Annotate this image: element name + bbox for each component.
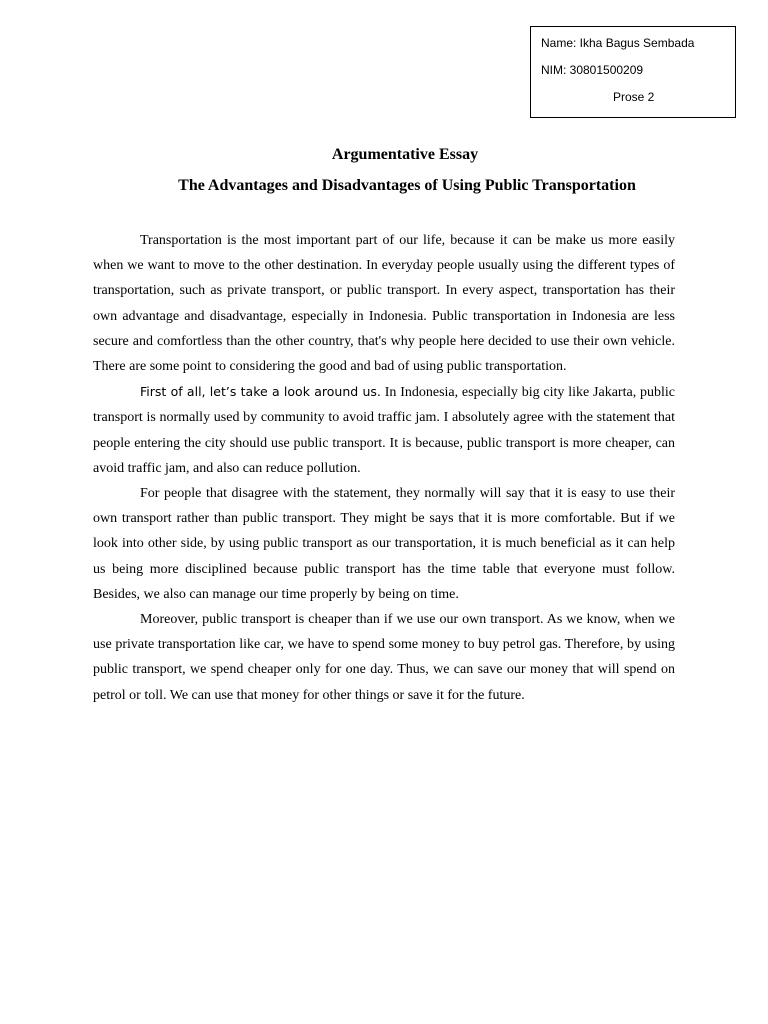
student-info-box <box>530 26 736 118</box>
student-name: Name: Ikha Bagus Sembada <box>541 36 695 50</box>
paragraph-2-rest: In Indonesia, especially big city like Jakarta, public transport is normally used by community to avoid traffic jam. I absolutely agree with the statement that people entering the city should use public transport. It is because, public transport is more cheaper, can avoid traffic jam, and also can reduce pollution. <box>93 385 676 476</box>
paragraph-2 <box>93 379 675 481</box>
essay-body <box>93 228 675 708</box>
paragraph-4: Moreover, public transport is cheaper than if we use our own transport. As we know, when we use private transportation like car, we have to spend some money to buy petrol gas. Therefore, by using public transport, we spend cheaper only for one day. Thus, we can save our money that will spend on petrol or toll. We can use that money for other things or save it for the future. <box>93 612 675 703</box>
class-label: Prose 2 <box>613 90 655 104</box>
essay-title: The Advantages and Disadvantages of Using Public Transportation <box>178 177 636 194</box>
paragraph-1: Transportation is the most important part of our life, because it can be make us more easily when we want to move to the other destination. In everyday people usually using the different types of transportation, such as private transport, or public transport. In every aspect, transportation has their own advantage and disadvantage, especially in Indonesia. Public transportation in Indonesia are less secure and comfortless than the other country, that's why people here decided to use their own vehicle. There are some point to considering the good and bad of using public transportation. <box>93 233 675 375</box>
paragraph-2-lead: First of all, let’s take a look around us. <box>140 384 381 400</box>
paragraph-3: For people that disagree with the statement, they normally will say that it is easy to use their own transport rather than public transport. They might be says that it is more comfortable. But if we look into other side, by using public transport as our transportation, it is much beneficial as it can help us being more disciplined because public transport has the time table that everyone must follow. Besides, we also can manage our time properly by being on time. <box>93 486 675 602</box>
essay-type-heading: Argumentative Essay <box>331 146 479 163</box>
student-nim: NIM: 30801500209 <box>541 63 644 77</box>
